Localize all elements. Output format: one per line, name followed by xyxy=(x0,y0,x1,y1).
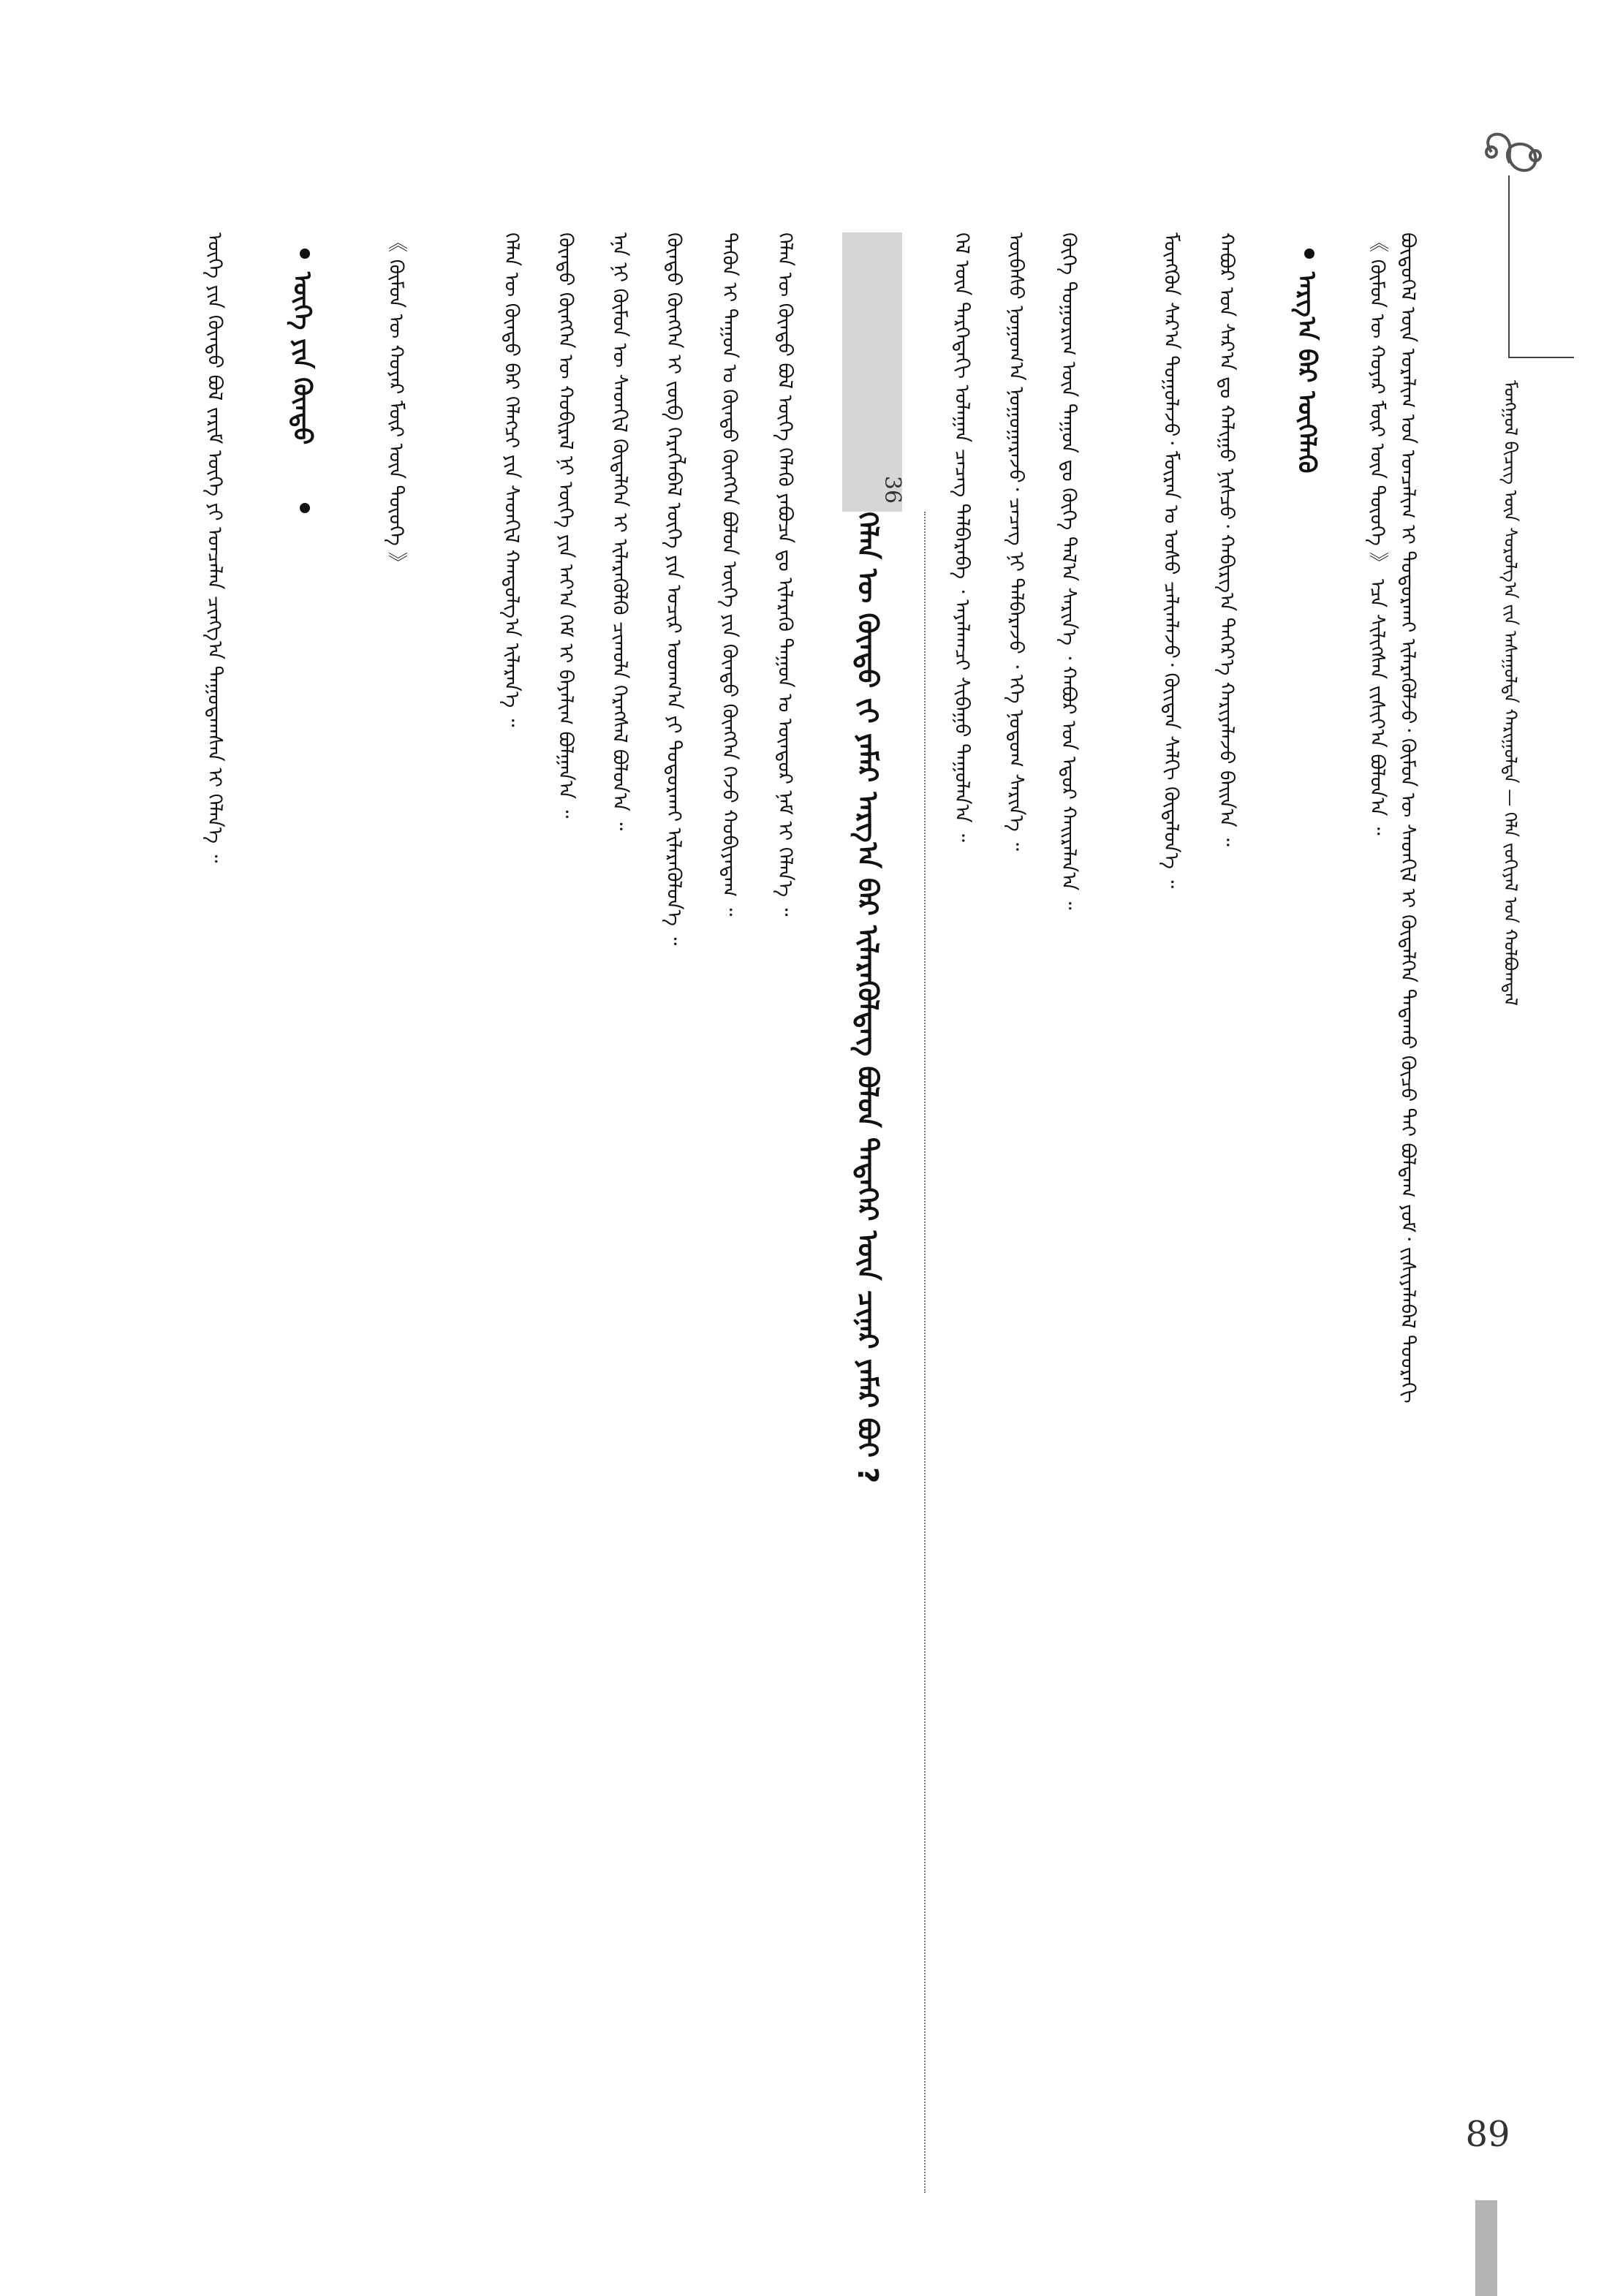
answer-line: ᠬᠦᠨᠳᠦ ᠬᠥᠩᠭᠡᠨ ᠢ ᠵᠥᠪ ᠬᠡᠷᠡᠭᠯᠡᠪᠡᠯ ᠦᠭᠡ ᠶᠢᠨ ᠤᠴᠢᠷ ᠤᠳᠬ᠎ᠠ ᠶᠢ ᠲᠣᠳᠣᠷᠬᠠᠢ ᠢᠯᠡᠷᠡᠭᠦᠯᠦᠨ᠎ᠡ ᠃ xyxy=(662,232,685,946)
poem-line: ᠬᠥᠬᠡ ᠲᠣᠭᠣᠷᠢᠭ ᠦᠨ ᠳᠠᠭᠤᠨ ᠳᠤ ᠬᠥᠬᠡ ᠲᠠᠯ᠎ᠠ ᠰᠡᠷᠢᠨ᠎ᠡ ᠂ ᠬᠠᠪᠤᠷ ᠤᠨ ᠡᠳᠦᠷ ᠬᠠᠢᠷᠠᠯᠠᠨ᠎ᠠ ᠃ xyxy=(1057,232,1080,910)
page-number: 89 xyxy=(1465,2114,1510,2155)
answer-line: ᠬᠦᠨᠳᠦ ᠬᠥᠩᠭᠡᠨ ᠦ ᠬᠤᠪᠢᠷᠠᠯ ᠨᠢ ᠦᠭᠡ ᠶᠢᠨ ᠠᠶ᠎ᠠ ᠬᠡᠮ ᠢ ᠪᠠᠶᠠᠯᠢᠭ ᠪᠣᠯᠭᠠᠨ᠎ᠠ ᠃ xyxy=(554,232,577,819)
header-rule-vertical xyxy=(1508,175,1510,357)
question-title: ᠬᠡᠯᠡᠨ ᠦ ᠬᠦᠨᠳᠦ ᠵᠢ ᠶᠠᠮᠠᠷ ᠠᠷᠭ᠎ᠠ ᠪᠠᠷ ᠢᠯᠡᠷᠡᠭᠦᠯᠳᠡᠭ ᠪᠣᠯᠣᠨ ᠲᠡᠳᠡᠭᠡᠷ ᠦᠨ ᠴᠢᠨᠠᠷ ᠶᠠᠮᠠᠷ ᠪᠤᠢ ? xyxy=(852,512,884,1484)
question-banner xyxy=(842,232,902,512)
page-edge-tab xyxy=(1475,2200,1497,2296)
section-heading: ᠠᠷᠭ᠎ᠠ ᠪᠠᠷ ᠦᠭᠡᠯᠡᠬᠦ xyxy=(1292,272,1321,474)
section-heading: ᠦᠭᠡ ᠶᠢᠨ ᠬᠦᠨᠳᠦ xyxy=(287,272,317,445)
final-line: ᠦᠭᠡ ᠶᠢᠨ ᠬᠦᠨᠳᠦ ᠪᠣᠯ ᠵᠠᠷᠢᠮ ᠦᠭᠡ ᠶᠢ ᠣᠨᠴᠠᠯᠠᠨ ᠴᠢᠩᠭ᠎ᠠ ᠳᠠᠭᠤᠳᠠᠭᠰᠠᠨ ᠢ ᠬᠡᠯᠡᠨ᠎ᠡ ᠃ xyxy=(203,232,226,863)
answer-line: ᠬᠡᠯᠡᠨ ᠦ ᠬᠦᠨᠳᠦ ᠪᠣᠯ ᠦᠭᠡ ᠬᠡᠯᠡᠬᠦ ᠶᠠᠪᠤᠴᠠ ᠳᠤ ᠢᠯᠡᠷᠡᠬᠦ ᠳᠠᠭᠤᠨ ᠤ ᠥᠨᠳᠥᠷ ᠨᠠᠮ ᠢ ᠬᠡᠯᠡᠨ᠎ᠡ ᠃ xyxy=(773,232,796,917)
bullet-icon xyxy=(300,503,310,513)
answer-line: ᠡᠨᠡ ᠨᠢ ᠬᠦᠮᠦᠨ ᠦ ᠰᠡᠳᠬᠢᠯ ᠬᠥᠳᠡᠯᠭᠡᠨ ᠢ ᠢᠯᠡᠷᠡᠭᠦᠯᠬᠦ ᠴᠢᠬᠤᠯᠠ ᠬᠡᠷᠡᠭᠰᠡᠯ ᠪᠣᠯᠤᠨ᠎ᠠ ᠃ xyxy=(608,232,631,831)
poem-line: ᠮᠥᠩᠭᠦᠨ ᠰᠠᠷ᠎ᠠ ᠳᠣᠭᠤᠯᠠᠵᠤ᠂ ᠮᠥᠷᠡᠨ ᠤ ᠤᠰᠤ ᠴᠠᠯᠢᠭᠯᠠᠵᠤ᠂ ᠬᠦᠢᠲᠡᠨ ᠰᠠᠯᠬᠢ ᠬᠥᠳᠡᠯᠦᠨ᠎ᠡ ᠃ xyxy=(1159,232,1182,889)
bullet-icon xyxy=(1304,249,1314,259)
answer-line: ᠲᠡᠭᠦᠨ ᠢ ᠳᠠᠭᠤᠨ ᠤ ᠬᠦᠨᠳᠦ ᠬᠥᠩᠭᠡᠨ ᠪᠣᠯᠤᠨ ᠦᠭᠡ ᠶᠢᠨ ᠬᠦᠨᠳᠦ ᠬᠥᠩᠭᠡᠨ ᠭᠡᠵᠦ ᠬᠤᠪᠢᠶᠠᠳᠠᠭ ᠃ xyxy=(718,232,741,917)
question-number: 36 xyxy=(879,475,906,504)
running-header: ᠮᠣᠩᠭᠣᠯ ᠪᠢᠴᠢᠭ ᠦᠨ ᠰᠤᠷᠤᠯᠭ᠎ᠠ ᠵᠢᠨ ᠠᠰᠠᠭᠤᠯᠲᠠ ᠬᠠᠷᠢᠭᠤᠯᠲᠠ — ᠬᠡᠯᠡ ᠵᠣᠬᠢᠶᠠᠯ ᠤᠨ ᠬᠣᠯᠪᠣᠭᠳᠠᠯ xyxy=(1500,380,1521,1006)
intro-line: 《 ᠬᠦᠮᠦᠨ ᠦ ᠬᠣᠶᠠᠷ ᠮᠥᠷ ᠦᠨ ᠲᠦᠦᠬᠡ 》 ᠡᠴᠡ ᠰᠢᠯᠢᠭᠰᠡᠨ ᠵᠢᠱᠢᠶ᠎ᠠ ᠪᠣᠯᠤᠨ᠎ᠠ ᠃ xyxy=(1366,232,1388,836)
header-ornament-icon xyxy=(1469,123,1550,193)
header-rule-horizontal xyxy=(1508,357,1574,358)
dotted-separator xyxy=(924,512,926,2193)
citation: 《 ᠬᠦᠮᠦᠨ ᠦ ᠬᠣᠶᠠᠷ ᠮᠥᠷ ᠦᠨ ᠲᠦᠦᠬᠡ 》 xyxy=(385,232,407,572)
poem-line: ᠬᠠᠪᠤᠷ ᠤᠨ ᠰᠠᠷ᠎ᠠ ᠳᠤ ᠬᠠᠯᠢᠭᠤ ᠨᠢᠰᠴᠦ᠂ ᠬᠠᠪᠢᠷᠭ᠎ᠠ ᠳᠡᠭᠡᠷ᠎ᠡ ᠬᠠᠷᠢᠶᠠᠯᠠᠵᠤ ᠪᠠᠢᠨ᠎ᠠ ᠃ xyxy=(1215,232,1238,846)
bullet-icon xyxy=(300,249,310,259)
poem-line: ᠭᠡᠯ ᠦᠨ ᠳᠡᠷᠭᠡᠳᠡᠬᠢ ᠤᠯᠠᠭᠠᠨ ᠴᠡᠴᠡᠭ ᠳᠡᠯᠪᠡᠷᠡᠪᠡ ᠂ ᠠᠶᠠᠯᠠᠭᠴᠢ ᠰᠢᠪᠠᠭᠤ ᠳᠠᠭᠤᠯᠠᠨ᠎ᠠ ᠃ xyxy=(950,232,973,842)
answer-line: ᠬᠡᠯᠡᠨ ᠦ ᠬᠦᠨᠳᠦ ᠪᠠᠷ ᠬᠡᠯᠡᠭᠴᠢ ᠶᠢᠨ ᠰᠡᠳᠬᠢᠯ ᠬᠠᠨᠳᠤᠯᠭ᠎ᠠ ᠢᠯᠡᠷᠡᠨ᠎ᠡ ᠃ xyxy=(500,232,523,727)
poem-line: ᠦᠪᠡᠰᠦ ᠨᠣᠭᠣᠭ᠎ᠠ ᠨᠣᠭᠣᠭᠠᠷᠠᠵᠤ᠂ ᠴᠡᠴᠡᠭ ᠨᠢ ᠳᠡᠯᠪᠡᠷᠡᠵᠦ ᠂ ᠡᠬᠡ ᠨᠤᠲᠤᠭ ᠰᠡᠷᠢᠨ᠎ᠡ ᠃ xyxy=(1005,232,1027,852)
intro-line: ᠪᠦᠲᠦᠭᠡᠯ ᠦᠨ ᠤᠷᠠᠯᠢᠭ ᠤᠨ ᠣᠨᠴᠠᠯᠢᠭ ᠢ ᠲᠣᠳᠣᠷᠬᠠᠢ ᠢᠯᠡᠷᠡᠭᠦᠯᠵᠦ᠂ ᠬᠦᠮᠦᠨ ᠦ ᠰᠡᠳᠬᠢᠯ ᠢ ᠬᠥᠳᠡᠯᠭᠡᠨ ᠲᠠᠲᠠᠬᠤ ᠬᠦᠴᠦ ᠲᠡᠶ ᠪᠣᠯᠳᠠᠭ ᠶᠤᠮ᠂ ᠵᠢᠱᠢᠶᠡᠯᠡᠪᠡᠯ ᠳᠣᠣᠷᠠᠬᠢ xyxy=(1396,232,1419,1403)
